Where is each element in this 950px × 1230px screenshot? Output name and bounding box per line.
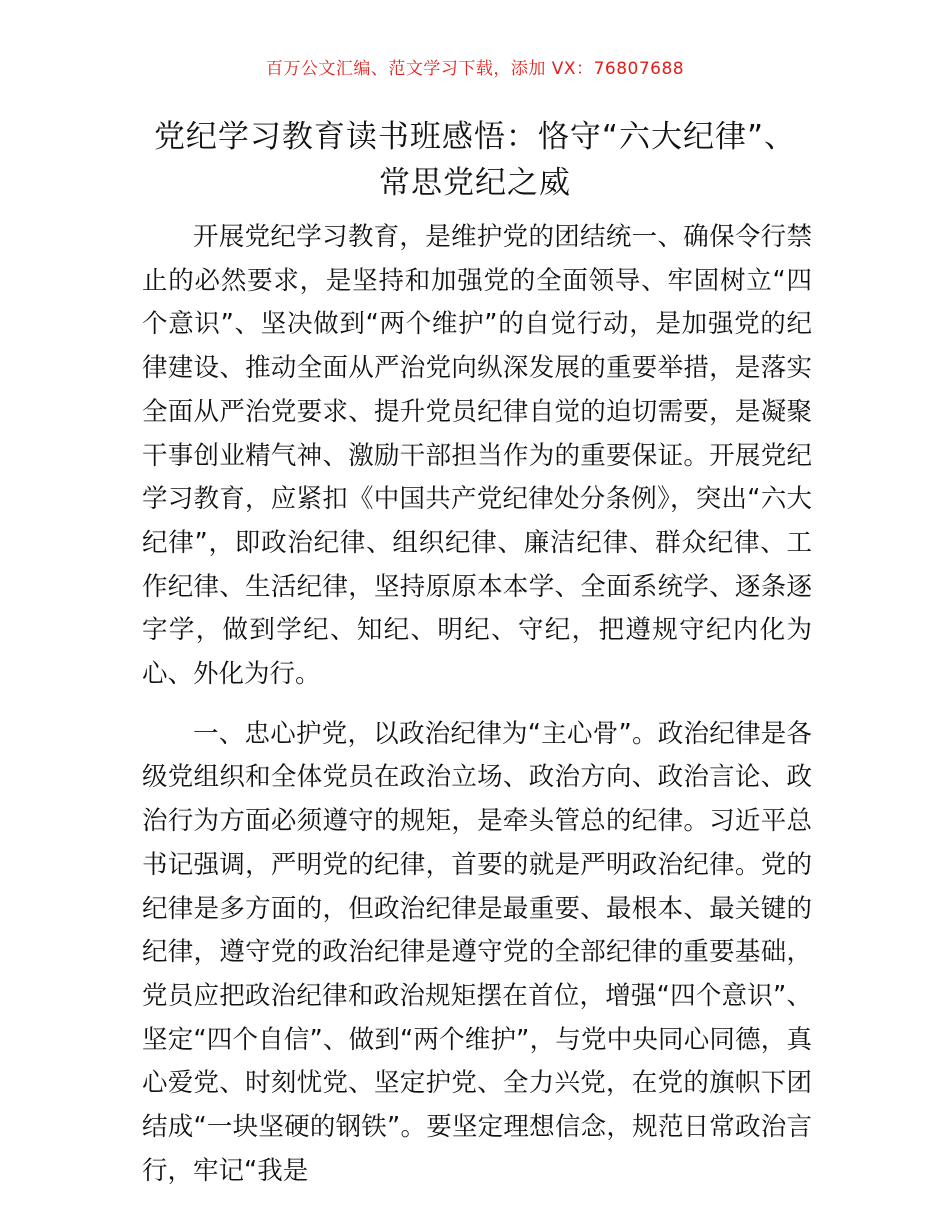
- document-body: [142, 216, 812, 1193]
- paragraph-intro: 开展党纪学习教育，是维护党的团结统一、确保令行禁止的必然要求，是坚持和加强党的全面领导、牢固树立“四个意识”、坚决做到“两个维护”的自觉行动，是加强党的纪律建设、推动全面从严治党向纵深发展的重要举措，是落实全面从严治党要求、提升党员纪律自觉的迫切需要，是凝聚干事创业精气神、激励干部担当作为的重要保证。开展党纪学习教育，应紧扣《中国共产党纪律处分条例》，突出“六大纪律”，即政治纪律、组织纪律、廉洁纪律、群众纪律、工作纪律、生活纪律，坚持原原本本学、全面系统学、逐条逐字学，做到学纪、知纪、明纪、守纪，把遵规守纪内化为心、外化为行。: [142, 222, 812, 690]
- document-title: 党纪学习教育读书班感悟：恪守“六大纪律”、常思党纪之威: [153, 119, 797, 201]
- paragraph-political-discipline: 一、忠心护党，以政治纪律为“主心骨”。政治纪律是各级党组织和全体党员在政治立场、政治方向、政治言论、政治行为方面必须遵守的规矩，是牵头管总的纪律。习近平总书记强调，严明党的纪律，首要的就是严明政治纪律。党的纪律是多方面的，但政治纪律是最重要、最根本、最关键的纪律，遵守党的政治纪律是遵守党的全部纪律的重要基础，党员应把政治纪律和政治规矩摆在首位，增强“四个意识”、坚定“四个自信”、做到“两个维护”，与党中央同心同德，真心爱党、时刻忧党、坚定护党、全力兴党，在党的旗帜下团结成“一块坚硬的钢铁”。要坚定理想信念，规范日常政治言行，牢记“我是: [142, 718, 812, 1186]
- promo-header: 百万公文汇编、范文学习下载，添加 VX：76807688: [265, 59, 685, 79]
